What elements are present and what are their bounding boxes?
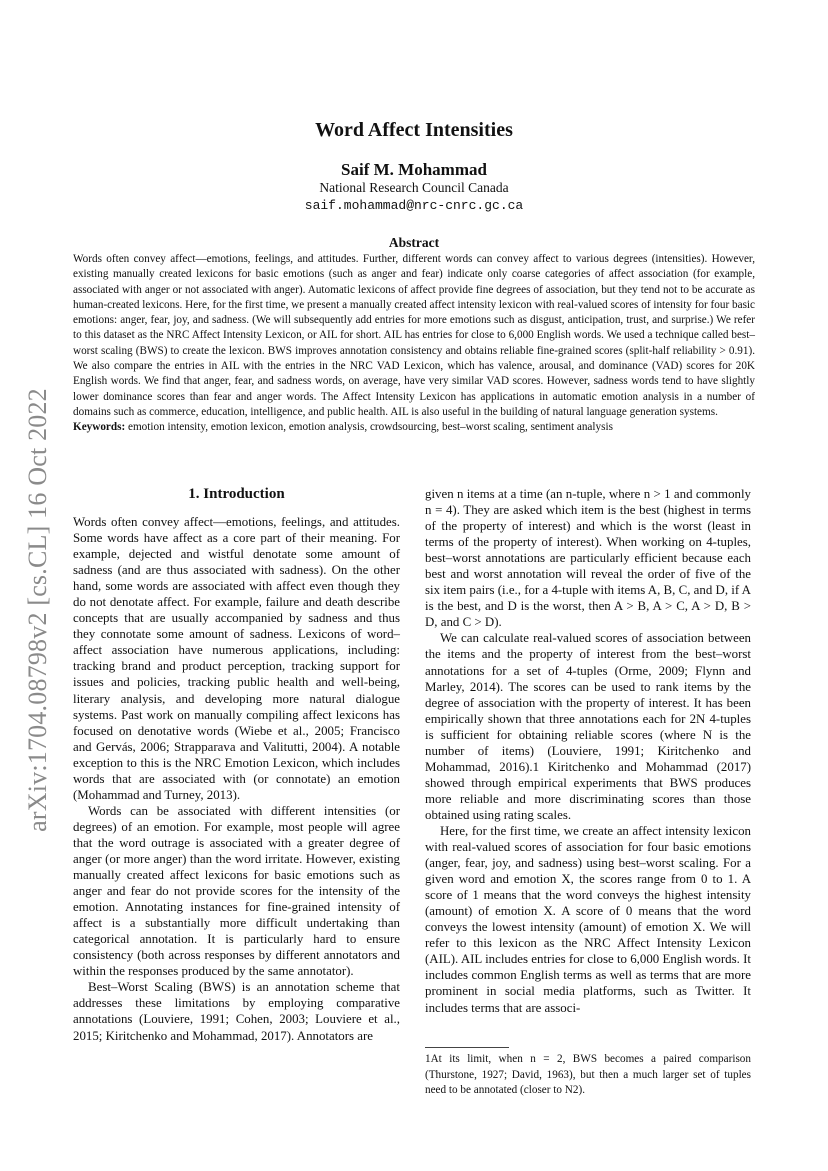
footnote-divider	[425, 1047, 509, 1048]
footnote	[425, 1052, 751, 1099]
arxiv-margin-stamp	[23, 370, 52, 850]
paper-title: Word Affect Intensities	[315, 119, 513, 141]
keywords-line	[73, 420, 755, 435]
footnote-text: 1At its limit, when n = 2, BWS becomes a paired comparison (Thurstone, 1927; David, 1963), but then a much larger set of tuples need to be annotated (closer to N2).	[425, 1053, 751, 1096]
arxiv-identifier: arXiv:1704.08798v2 [cs.CL] 16 Oct 2022	[23, 388, 52, 832]
body-paragraph: Best–Worst Scaling (BWS) is an annotation scheme that addresses these limitations by employing comparative annotations (Louviere, 1991; Cohen, 2003; Louviere et al., 2015; Kiritchenko and Mohammad, 2017). Annotators are	[73, 980, 400, 1043]
right-column	[425, 486, 751, 1016]
keywords-label: Keywords:	[73, 421, 126, 434]
author-affiliation: National Research Council Canada	[319, 180, 509, 195]
section-heading: 1. Introduction	[188, 486, 285, 502]
body-paragraph: Words often convey affect—emotions, feelings, and attitudes. Some words have affect as a core part of their meaning. For example, dejected and wistful denotate some amount of sadness (and are thus associated with sadness). On the other hand, some words are associated with affect even though they do not denotate affect. For example, failure and death describe concepts that are usually accompanied by sadness and thus they connotate some amount of sadness. Lexicons of word–affect association have numerous applications, including: tracking brand and product perception, tracking support for issues and policies, tracking public health and well-being, literary analysis, and developing more natural dialogue systems. Past work on manually compiling affect lexicons has focused on denotative words (Wiebe et al., 2005; Francisco and Gervás, 2006; Strapparava and Valitutti, 2004). A notable exception to this is the NRC Emotion Lexicon, which includes words that are associated with (or connotate) an emotion (Mohammad and Turney, 2013).	[73, 515, 400, 802]
body-paragraph: Here, for the first time, we create an affect intensity lexicon with real-valued scores of association for four basic emotions (anger, fear, joy, and sadness) using best–worst scaling. For a given word and emotion X, the scores range from 0 to 1. A score of 1 means that the word conveys the highest intensity (amount) of emotion X. A score of 0 means that the word conveys the lowest intensity (amount) of emotion X. We will refer to this lexicon as the NRC Affect Intensity Lexicon (AIL). AIL includes entries for close to 6,000 English words. It includes common English terms as well as terms that are more prominent in social media platforms, such as Twitter. It includes terms that are associ-	[425, 823, 751, 1015]
author-email[interactable]: saif.mohammad@nrc-cnrc.gc.ca	[304, 198, 524, 213]
body-paragraph: given n items at a time (an n-tuple, where n > 1 and commonly n = 4). They are asked which item is the best (highest in terms of the property of interest) and which is the worst (least in terms of the property of interest). When working on 4-tuples, best–worst annotations are particularly efficient because each best and worst annotation will reveal the order of five of the six item pairs (i.e., for a 4-tuple with items A, B, C, and D, if A is the best, and D is the worst, then A > B, A > C, A > D, B > D, and C > D).	[425, 487, 751, 630]
body-paragraph: We can calculate real-valued scores of association between the items and the property of interest from the best–worst annotations for a set of 4-tuples (Orme, 2009; Flynn and Marley, 2014). The scores can be used to rank items by the degree of association with the property of interest. It has been empirically shown that three annotations each for 2N 4-tuples is sufficient for obtaining reliable scores (where N is the number of items) (Louviere, 1991; Kiritchenko and Mohammad, 2016).1 Kiritchenko and Mohammad (2017) showed through empirical experiments that BWS produces more reliable and more discriminating scores than those obtained using rating scales.	[425, 631, 751, 822]
abstract-body	[73, 252, 755, 436]
abstract-heading: Abstract	[388, 235, 440, 250]
body-paragraph: Words can be associated with different intensities (or degrees) of an emotion. For example, most people will agree that the word outrage is associated with a greater degree of anger (or more anger) than the word irritate. However, existing manually created affect lexicons for basic emotions such as anger and fear do not provide scores for the intensity of the emotion. Annotating instances for fine-grained intensity of affect is a substantially more difficult undertaking than categorical annotation. It is particularly hard to ensure consistency (both across responses by different annotators and within the responses produced by the same annotator).	[73, 803, 400, 979]
left-column	[73, 514, 400, 1044]
author-name: Saif M. Mohammad	[341, 160, 487, 179]
abstract-text: Words often convey affect—emotions, feelings, and attitudes. Further, different words can convey affect to various degrees (intensities). However, existing manually created lexicons for basic emotions (such as anger and fear) indicate only coarse categories of affect association (for example, associated with anger or not associated with anger). Automatic lexicons of affect provide fine degrees of association, but they tend not to be accurate as human-created lexicons. Here, for the first time, we present a manually created affect intensity lexicon with real-valued scores of intensity for four basic emotions: anger, fear, joy, and sadness. (We will subsequently add entries for more emotions such as disgust, anticipation, trust, and surprise.) We refer to this dataset as the NRC Affect Intensity Lexicon, or AIL for short. AIL has entries for close to 6,000 English words. We used a technique called best–worst scaling (BWS) to create the lexicon. BWS improves annotation consistency and obtains reliable fine-grained scores (split-half reliability > 0.91). We also compare the entries in AIL with the entries in the NRC VAD Lexicon, which has valence, arousal, and dominance (VAD) scores for 20K English words. We find that anger, fear, and sadness words, on average, have very similar VAD scores. However, sadness words tend to have slightly lower dominance scores than fear and anger words. The Affect Intensity Lexicon has applications in automatic emotion analysis in a number of domains such as commerce, education, intelligence, and public health. AIL is also useful in the building of natural language generation systems.	[73, 253, 755, 418]
keywords-list: emotion intensity, emotion lexicon, emotion analysis, crowdsourcing, best–worst scaling, sentiment analysis	[128, 421, 613, 434]
